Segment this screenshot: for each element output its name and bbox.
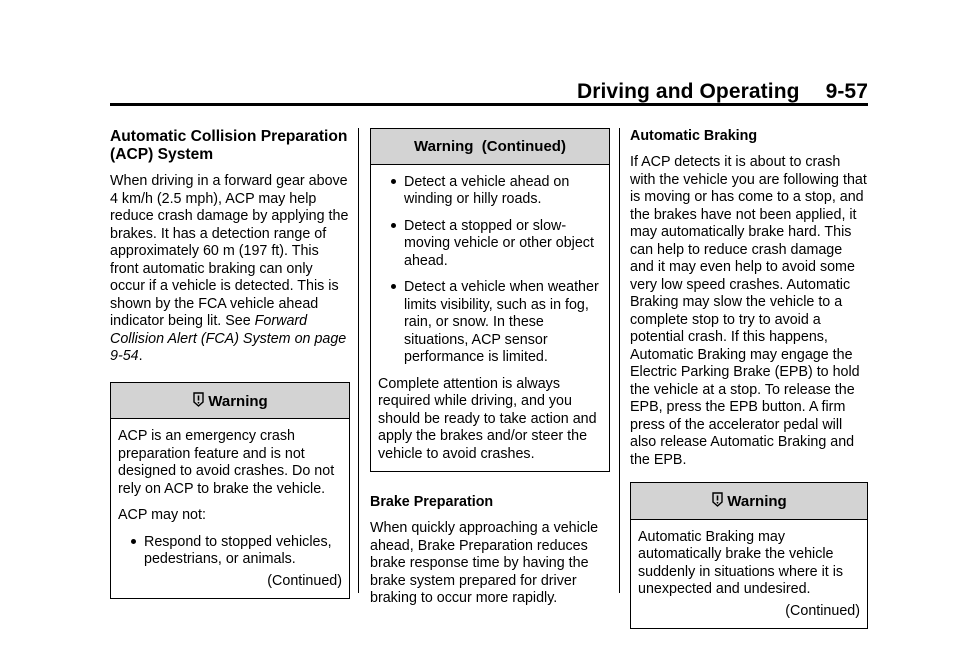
warning-text: ACP is an emergency crash preparation feature and is not designed to avoid crashes. Do not rely on ACP to brake the vehicle. (118, 428, 335, 497)
continued-label: (Continued) (267, 572, 342, 589)
list-item: Respond to stopped vehicles, pedestrians, or animals. (118, 534, 342, 569)
list-item: Detect a vehicle ahead on winding or hilly roads. (378, 174, 602, 209)
column-1 (110, 128, 350, 611)
warning-list (118, 534, 342, 569)
list-item: Detect a vehicle when weather limits visibility, such as in fog, rain, or snow. In these situations, ACP sensor performance is limited. (378, 279, 602, 367)
cross-reference-link[interactable]: Forward Collision Alert (FCA) System on page 9-54 (110, 313, 347, 364)
warning-body (111, 419, 349, 598)
spacer (110, 366, 350, 382)
warning-icon (711, 492, 724, 507)
list-item: Detect a stopped or slow-moving vehicle or other object ahead. (378, 218, 602, 271)
intro-paragraph (110, 173, 350, 366)
warning-title: Warning (208, 392, 268, 410)
warning-box-continued (370, 128, 610, 472)
spacer (370, 484, 610, 494)
warning-body (371, 165, 609, 472)
warning-box (110, 382, 350, 600)
header-rule (110, 103, 868, 106)
subheading-brake-preparation: Brake Preparation (370, 494, 494, 510)
brake-preparation-text: When quickly approaching a vehicle ahead, Brake Preparation reduces brake response time by having the brake system prepared for driver braking to occur more rapidly. (370, 520, 599, 606)
intro-text: When driving in a forward gear above 4 km/h (2.5 mph), ACP may help reduce crash damage by applying the brakes. It has a detection range of approximately 60 m (197 ft). This front automatic braking can only occur if a vehicle is detected. This is shown by the FCA vehicle ahead indicator being lit. (110, 173, 349, 329)
column-2 (370, 128, 610, 608)
warning-title: Warning (727, 493, 787, 510)
column-3 (630, 128, 868, 641)
subheading-automatic-braking: Automatic Braking (630, 128, 758, 144)
column-divider (358, 128, 359, 593)
warning-text: Complete attention is always required while driving, and you should be ready to take action and apply the brakes and/or steer the vehicle to avoid crashes. (378, 375, 597, 462)
warning-box (630, 482, 868, 629)
column-divider (619, 128, 620, 593)
see-suffix: . (138, 348, 143, 364)
warning-body (631, 520, 867, 629)
warning-text: Automatic Braking may automatically brake the vehicle suddenly in situations where it is unexpected and undesired. (638, 528, 844, 597)
page-number: 9-57 (825, 80, 868, 103)
continued-label: (Continued) (785, 602, 860, 619)
warning-list (378, 174, 602, 367)
warning-header (631, 483, 867, 520)
section-heading: Automatic Collision Preparation (ACP) System (110, 128, 348, 163)
automatic-braking-text: If ACP detects it is about to crash with the vehicle you are following that is moving or has come to a stop, and the brakes have not been applied, it may automatically brake hard. This can help to reduce crash damage and it may even help to avoid some very low speed crashes. Automatic Braking may slow the vehicle to a complete stop to try to avoid a potential crash. If this happens, Automatic Braking may engage the Electric Parking Brake (EPB) to hold the vehicle at a stop. To release the EPB, press the EPB button. A firm press of the accelerator pedal will also release Automatic Braking and the EPB. (630, 154, 867, 468)
see-prefix: See (225, 313, 255, 329)
section-title: Driving and Operating (576, 80, 800, 103)
warning-header: Warning (Continued) (371, 129, 609, 165)
page-header (577, 80, 868, 104)
warning-list-intro: ACP may not: (118, 507, 206, 523)
warning-header (111, 383, 349, 420)
warning-icon (192, 392, 205, 407)
